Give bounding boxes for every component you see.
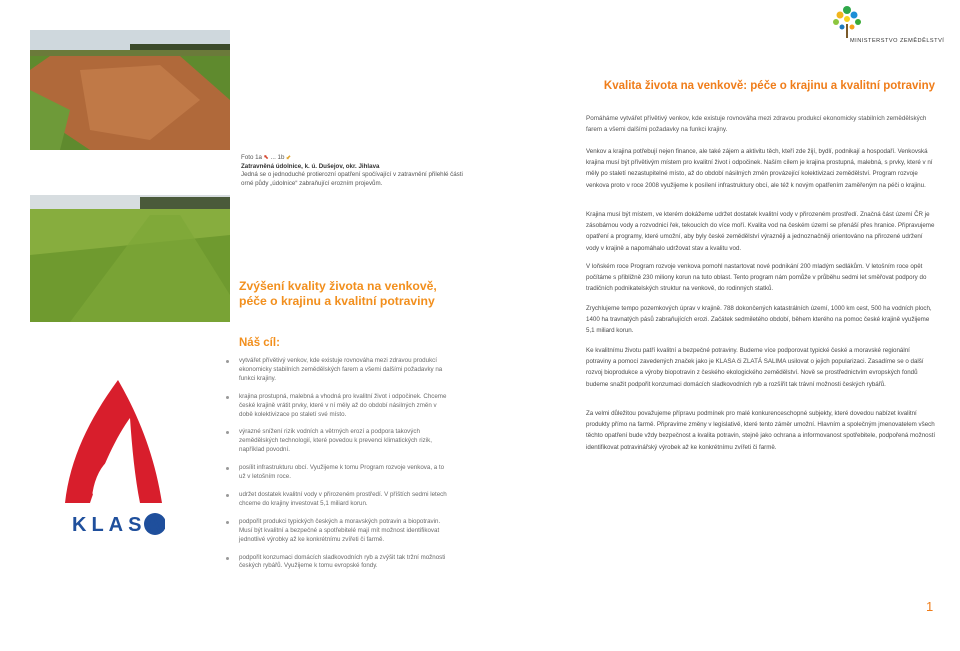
klasa-logo xyxy=(60,378,165,543)
paragraph-venkov: Venkov a krajina potřebují nejen finance, ale také zájem a aktivitu těch, kteří zde žijí, bydlí, podnikají a hospodaří. Venkovská krajina musí být přívětivým místem pro kvalitní život i odpočinek. Naším cílem je krajina prostupná, malebná, s prvky, které v ní měly po staletí nezastupitelné místo, až do období násilných změn provázející kolektivizaci zemědělství. Program rozvoje venkova proto v roce 2008 využijeme k posílení infrastruktury obcí, ale též k novým opatřením zaměřeným na péči o krajinu. xyxy=(586,148,933,189)
goal-list xyxy=(226,357,452,580)
paragraph-upravy: Zrychlujeme tempo pozemkových úprav v krajině. 788 dokončených katastrálních území, 1000 km cest, 500 ha vodních ploch, 1400 ha travnatých pásů zabraňujících erozi. Začátek sedmiletého období, během kterého na pomoc české krajině využijeme 5,1 miliard korun. xyxy=(586,305,932,335)
list-item: podpořit produkci typických českých a moravských potravin a biopotravin. Musí být kvalitní a bezpečné a spotřebitelé mají mít možnost identifikovat jednotlivé výrobky až ke konkrétnímu zvířeti či farmě. xyxy=(226,518,452,545)
tree-icon xyxy=(826,2,938,42)
paragraph-voda: Krajina musí být místem, ve kterém dokážeme udržet dostatek kvalitní vody v přirozeném prostředí. Značná část území ČR je zásobárnou vody a rozvodnicí řek, tekoucích do více moří. Kvalita vod na českém území se přenáší přes hranice. Připravujeme opatření a programy, které umožní, aby byly české zemědělství výrazněji a jednoznačněji orientováno na přirozené udržení vody v krajině a napomáhalo udržovat stav a kvalitu vod. xyxy=(586,211,935,252)
list-item: výrazné snížení rizik vodních a větrných erozí a podpora takových zemědělských technologií, které povedou k prevenci klimatických rizik, například povodní. xyxy=(226,428,452,455)
section-title: Zvýšení kvality života na venkově, péče o krajinu a kvalitní potraviny xyxy=(239,279,437,308)
goal-heading: Náš cíl: xyxy=(239,337,280,349)
photo-grassed-valley xyxy=(30,195,230,322)
caption-text: Jedná se o jednoduché protierozní opatření spočívající v zatravnění přilehlé části orné půdy „údolnice“ zabraňující erozním projevům. xyxy=(241,171,463,187)
list-item: udržet dostatek kvalitní vody v přirozeném prostředí. V příštích sedmi letech chceme do krajiny investovat 5,1 miliard korun. xyxy=(226,491,452,509)
arrow-up-icon: ⬉ xyxy=(263,154,269,161)
list-item: krajina prostupná, malebná a vhodná pro kvalitní život i odpočinek. Chceme české krajině vrátit prvky, které v ní měly až do období násilných změn v době kolektivizace po staletí své místo. xyxy=(226,393,452,420)
list-item: vytvářet přívětivý venkov, kde existuje rovnováha mezi zdravou produkcí ekonomicky stabilních zemědělských farem a všemi dalšími požadavky na funkci krajiny. xyxy=(226,357,452,384)
caption-prefix: Foto 1a xyxy=(241,154,262,161)
photo-eroded-field xyxy=(30,30,230,150)
ministry-logo xyxy=(826,2,945,48)
arrow-down-icon: ⬋ xyxy=(286,154,292,161)
ministry-name: MINISTERSTVO ZEMĚDĚLSTVÍ xyxy=(850,38,945,44)
klasa-logo-text: KLASA xyxy=(72,514,166,536)
paragraph-program: V loňském roce Program rozvoje venkova pomohl nastartovat nové podnikání 200 mladým sedlákům. V letošním roce opět počítáme s přibližně 230 miliony korun na tuto oblast. Tento program nám pomůže v průběhu sedmi let směřovat podpory do tradičních podnikatelských struktur na venkově, do rodinných statků. xyxy=(586,263,927,293)
paragraph-farmy: Za velmi důležitou považujeme přípravu podmínek pro malé konkurenceschopné subjekty, které dovedou nabízet kvalitní produkty přímo na farmě. Připravíme změny v legislativě, které tento záměr umožní. Hlavním a společným jmenovatelem všech těchto opatření bude vždy bezpečnost a kvalita potravin, stejně jako ochrana a informovanost spotřebitele, podpořená možností identifikovat potravinářský výrobek až ke konkrétnímu zvířeti či farmě. xyxy=(586,410,936,451)
photo-caption xyxy=(241,154,476,188)
caption-place: Zatravněná údolnice, k. ú. Dušejov, okr. Jihlava xyxy=(241,162,380,170)
page-number: 1 xyxy=(926,599,934,614)
list-item: podpořit konzumaci domácích sladkovodních ryb a zvýšit tak tržní možnosti českých rybářů. Využijeme k tomu evropské fondy. xyxy=(226,554,452,572)
caption-mid: ... 1b xyxy=(270,154,285,161)
paragraph-potraviny: Ke kvalitnímu životu patří kvalitní a bezpečné potraviny. Budeme více podporovat typické české a moravské regionální potraviny a pomocí zavedených značek jako je KLASA či ZLATÁ SALIMA usilovat o jejich popularizaci. Zasadíme se o další rozvoj bioprodukce a výroby biopotravin z českého ekologického zemědělství. Nově se prostřednictvím evropských fondů budeme snažit podpořit konzumaci domácích sladkovodních ryb a rozšířit tak trávní možnosti českých rybářů. xyxy=(586,347,924,388)
intro-paragraph: Pomáháme vytvářet přívětivý venkov, kde existuje rovnováha mezi zdravou produkcí ekonomicky stabilních zemědělských farem a všemi dalšími požadavky na funkci krajiny. xyxy=(586,115,927,133)
page-title: Kvalita života na venkově: péče o krajinu a kvalitní potraviny xyxy=(603,80,935,92)
list-item: posílit infrastrukturu obcí. Využijeme k tomu Program rozvoje venkova, a to už v letošním roce. xyxy=(226,464,452,482)
